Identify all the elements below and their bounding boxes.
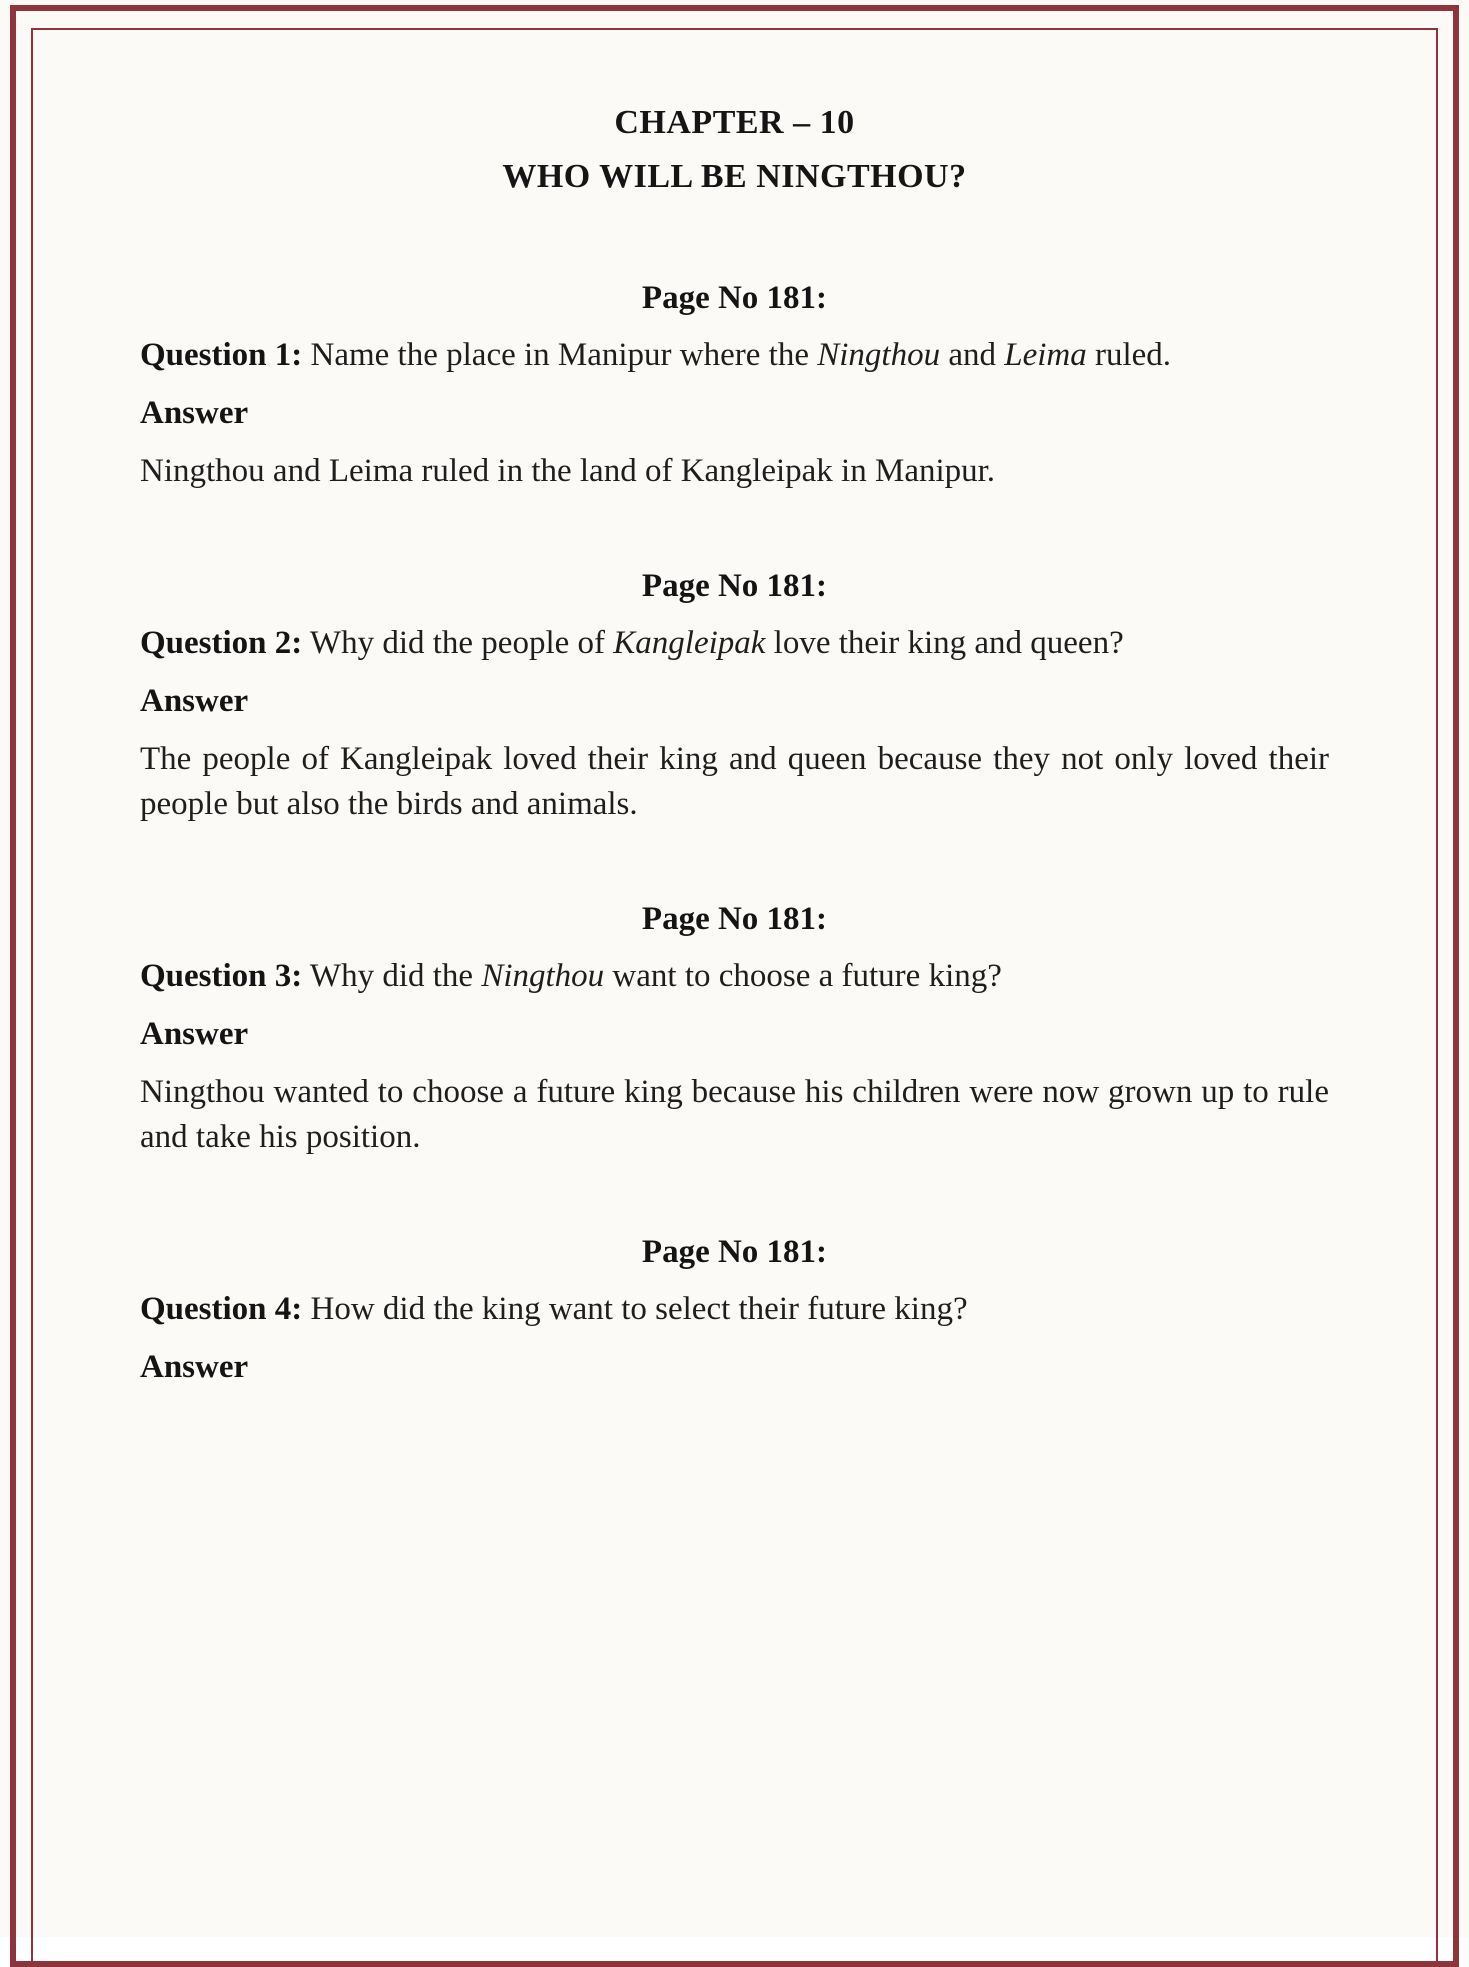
italic-text-segment: Ningthou (817, 337, 941, 373)
text-segment: Name the place in Manipur where the (310, 337, 818, 373)
answer-heading: Answer (140, 1349, 249, 1385)
question-text (310, 958, 1002, 994)
text-segment: want to choose a future king? (604, 958, 1002, 994)
qa-section-3 (140, 897, 1329, 1160)
qa-section-1 (140, 276, 1329, 494)
answer-heading: Answer (140, 683, 249, 719)
italic-text-segment: Leima (1004, 337, 1087, 373)
page-number-heading: Page No 181: (641, 568, 828, 604)
question-label: Question 3: (140, 958, 303, 994)
text-segment: and (940, 337, 1005, 373)
text-segment: love their king and queen? (765, 625, 1124, 661)
text-segment: ruled. (1086, 337, 1172, 373)
text-segment: Why did the (309, 958, 482, 994)
question-text (311, 1291, 968, 1327)
answer-paragraph: Ningthou wanted to choose a future king because his children were now grown up to rule and take his position. (140, 1074, 1329, 1155)
qa-section-4 (140, 1230, 1329, 1390)
question-text (310, 625, 1124, 661)
answer-paragraph: The people of Kangleipak loved their king and queen because they not only loved their people but also the birds and animals. (140, 741, 1329, 822)
page-number-heading: Page No 181: (641, 280, 828, 316)
question-label: Question 4: (140, 1291, 303, 1327)
question-paragraph (140, 621, 1329, 666)
italic-text-segment: Kangleipak (613, 625, 766, 661)
question-text (311, 337, 1172, 373)
page-number-heading: Page No 181: (641, 1234, 828, 1270)
question-label: Question 2: (140, 625, 303, 661)
chapter-title: CHAPTER – 10 (614, 104, 855, 141)
question-paragraph (140, 954, 1329, 999)
question-paragraph (140, 1287, 1329, 1332)
qa-section-2 (140, 564, 1329, 827)
answer-heading: Answer (140, 1016, 249, 1052)
question-label: Question 1: (140, 337, 303, 373)
page-number-heading: Page No 181: (641, 901, 828, 937)
answer-heading: Answer (140, 395, 249, 431)
chapter-subtitle: WHO WILL BE NINGTHOU? (502, 158, 967, 195)
question-paragraph (140, 333, 1329, 378)
text-segment: How did the king want to select their future king? (310, 1291, 968, 1327)
text-segment: Why did the people of (309, 625, 614, 661)
italic-text-segment: Ningthou (481, 958, 605, 994)
answer-paragraph: Ningthou and Leima ruled in the land of Kangleipak in Manipur. (140, 453, 996, 489)
